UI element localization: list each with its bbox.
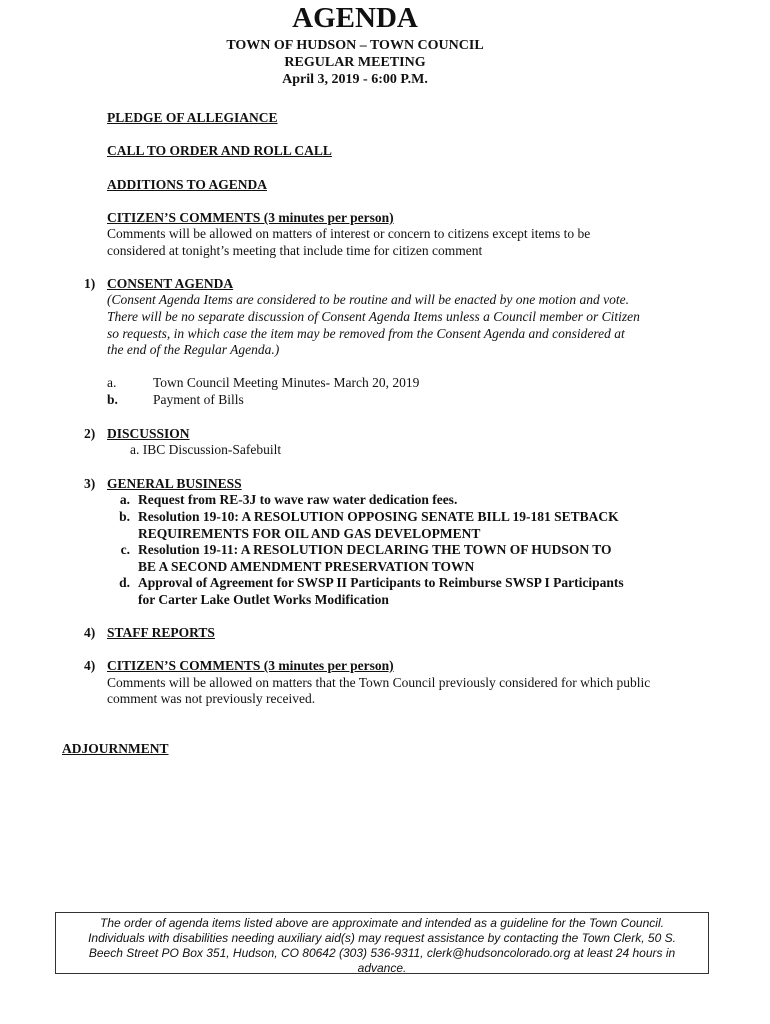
consent-item-a [107, 375, 419, 391]
footer-line4: advance. [357, 961, 407, 975]
general-item-b [107, 509, 648, 542]
consent-item-a-text: Town Council Meeting Minutes- March 20, 2019 [153, 375, 420, 390]
staff-reports-heading: STAFF REPORTS [107, 625, 215, 640]
general-item-c-key: c. [120, 542, 130, 557]
consent-item-b-key: b. [107, 392, 118, 407]
agenda-title: AGENDA [292, 2, 418, 34]
citizens-comments-line2: considered at tonight’s meeting that include time for citizen comment [107, 243, 483, 258]
general-item-c-line2: BE A SECOND AMENDMENT PRESERVATION TOWN [138, 558, 475, 574]
general-item-c [107, 542, 648, 575]
call-to-order-heading: CALL TO ORDER AND ROLL CALL [107, 143, 332, 158]
footer-notice [55, 912, 709, 974]
pledge-heading: PLEDGE OF ALLEGIANCE [107, 110, 278, 125]
footer-line3: Beech Street PO Box 351, Hudson, CO 80642 (303) 536-9311, clerk@hudsoncolorado.org at least 24 hours in [88, 946, 676, 960]
general-item-b-line2: REQUIREMENTS FOR OIL AND GAS DEVELOPMENT [138, 525, 481, 541]
discussion-heading: DISCUSSION [107, 426, 190, 441]
meeting-date: April 3, 2019 - 6:00 P.M. [282, 72, 428, 87]
consent-note-line1: (Consent Agenda Items are considered to be routine and will be enacted by one motion and vote. [107, 292, 630, 307]
general-item-a [107, 492, 648, 509]
citizens2-line2: comment was not previously received. [107, 691, 316, 706]
general-item-b-key: b. [119, 509, 130, 524]
general-item-c-line1: Resolution 19-11: A RESOLUTION DECLARING THE TOWN OF HUDSON TO [138, 542, 612, 557]
footer-line2: Individuals with disabilities needing auxiliary aid(s) may request assistance by contacting the Town Clerk, 50 S. [88, 931, 676, 945]
general-item-b-text [138, 509, 648, 542]
general-item-d-text [138, 575, 648, 608]
consent-number: 1) [84, 276, 96, 291]
general-item-d [107, 575, 648, 608]
adjournment-heading: ADJOURNMENT [62, 741, 169, 756]
consent-note-line4: the end of the Regular Agenda.) [107, 342, 280, 357]
consent-note-line3: so requests, in which case the item may be removed from the Consent Agenda and considered at [107, 326, 625, 341]
citizens-comments-line1: Comments will be allowed on matters of interest or concern to citizens except items to be [107, 226, 591, 241]
staff-number: 4) [84, 625, 96, 640]
footer-line1: The order of agenda items listed above are approximate and intended as a guideline for the Town Council. [100, 916, 664, 930]
citizens2-heading: CITIZEN’S COMMENTS (3 minutes per person) [107, 658, 394, 673]
general-item-d-line1: Approval of Agreement for SWSP II Participants to Reimburse SWSP I Participants [138, 575, 624, 590]
general-item-b-line1: Resolution 19-10: A RESOLUTION OPPOSING SENATE BILL 19-181 SETBACK [138, 509, 619, 524]
general-heading: GENERAL BUSINESS [107, 476, 242, 491]
general-item-d-key: d. [119, 575, 130, 590]
discussion-number: 2) [84, 426, 96, 441]
consent-item-a-key: a. [107, 375, 117, 390]
consent-item-b-text: Payment of Bills [153, 392, 244, 407]
general-item-a-key: a. [119, 492, 130, 507]
consent-item-b [107, 392, 244, 408]
citizens-comments-heading: CITIZEN’S COMMENTS (3 minutes per person) [107, 210, 394, 225]
council-name: TOWN OF HUDSON – TOWN COUNCIL [226, 38, 484, 53]
general-item-d-line2: for Carter Lake Outlet Works Modification [138, 591, 389, 607]
citizens2-line1: Comments will be allowed on matters that the Town Council previously considered for which public [107, 675, 651, 690]
consent-note-line2: There will be no separate discussion of Consent Agenda Items unless a Council member or Citizen [107, 309, 640, 324]
meeting-type: REGULAR MEETING [284, 55, 426, 70]
general-item-c-text [138, 542, 648, 575]
general-number: 3) [84, 476, 96, 491]
general-item-a-text: Request from RE-3J to wave raw water dedication fees. [138, 492, 458, 507]
citizens2-number: 4) [84, 658, 96, 673]
discussion-item-a: a. IBC Discussion-Safebuilt [130, 442, 282, 457]
additions-heading: ADDITIONS TO AGENDA [107, 177, 268, 192]
consent-heading: CONSENT AGENDA [107, 276, 234, 291]
